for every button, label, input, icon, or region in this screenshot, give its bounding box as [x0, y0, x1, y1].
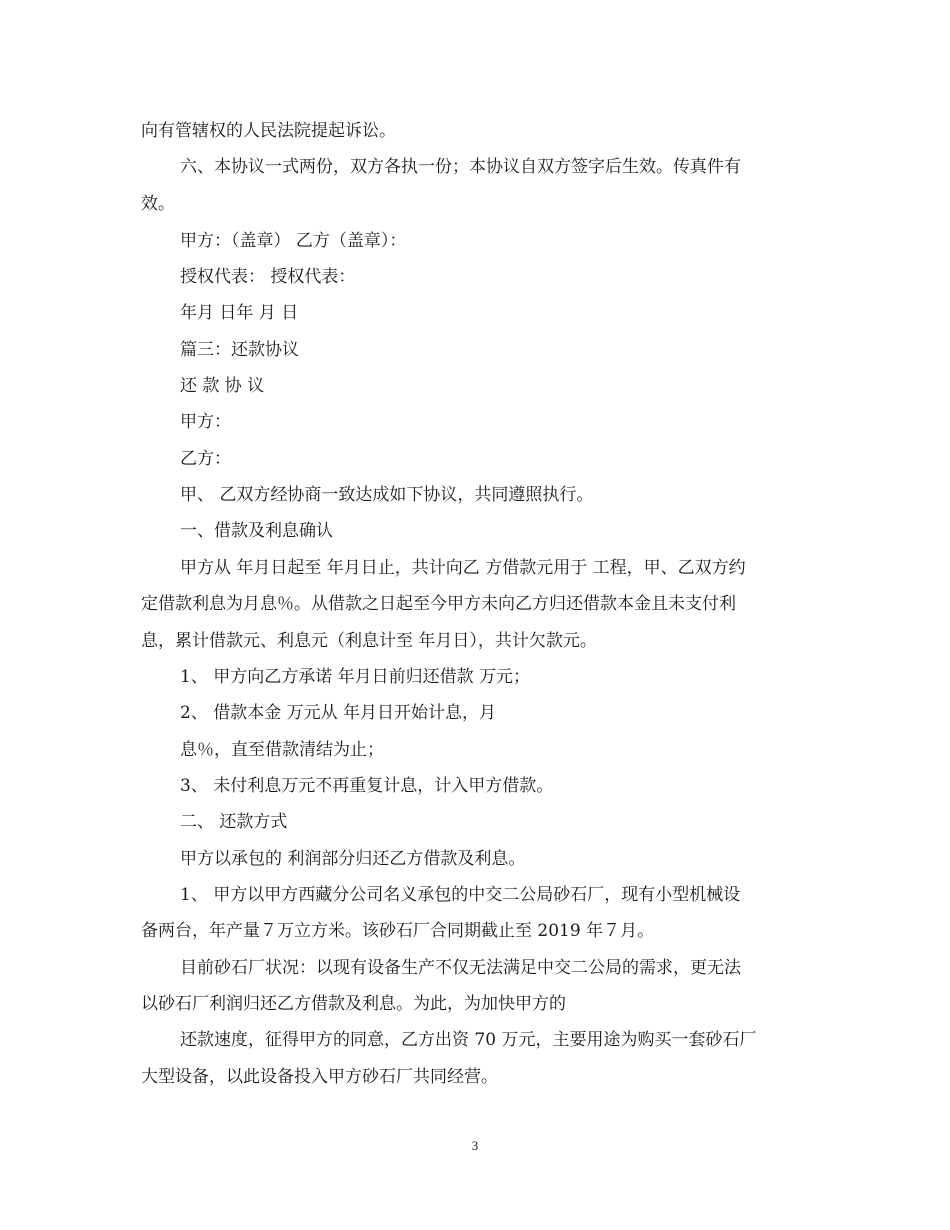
list-item: 2、 借款本金 万元从 年月日开始计息，月 — [180, 703, 497, 723]
paragraph-line: 以砂石厂利润归还乙方借款及利息。为此，为加快甲方的 — [141, 994, 566, 1014]
section-heading: 一、借款及利息确认 — [180, 521, 333, 541]
page-number: 3 — [471, 1138, 479, 1153]
signature-line: 甲方：（盖章） 乙方（盖章）： — [180, 231, 407, 251]
paragraph-line: 效。 — [141, 194, 175, 214]
paragraph-line: 息，累计借款元、利息元（利息计至 年月日），共计欠款元。 — [141, 631, 597, 651]
paragraph-line: 大型设备，以此设备投入甲方砂石厂共同经营。 — [141, 1067, 498, 1087]
list-item: 1、 甲方向乙方承诺 年月日前归还借款 万元； — [180, 667, 531, 687]
paragraph-line: 甲、 乙双方经协商一致达成如下协议，共同遵照执行。 — [180, 485, 594, 505]
paragraph-line: 六、本协议一式两份，双方各执一份；本协议自双方签字后生效。传真件有 — [180, 157, 741, 177]
paragraph-line: 定借款利息为月息％。从借款之日起至今甲方未向乙方归还借款本金且未支付利 — [141, 594, 736, 614]
section-heading: 二、 还款方式 — [180, 812, 288, 832]
paragraph-line: 甲方从 年月日起至 年月日止，共计向乙 方借款元用于 工程，甲、乙双方约 — [180, 558, 746, 578]
document-title: 还 款 协 议 — [180, 376, 265, 396]
section-heading: 篇三：还款协议 — [180, 340, 299, 360]
list-item: 3、 未付利息万元不再重复计息，计入甲方借款。 — [180, 776, 554, 796]
paragraph-line: 备两台，年产量７万立方米。该砂石厂合同期截止至 2019 年７月。 — [141, 921, 655, 941]
paragraph-line: 向有管辖权的人民法院提起诉讼。 — [141, 121, 396, 141]
list-item: 1、 甲方以甲方西藏分公司名义承包的中交二公局砂石厂，现有小型机械设 — [180, 885, 741, 905]
party-a-line: 甲方： — [180, 412, 231, 432]
date-line: 年月 日年 月 日 — [180, 303, 299, 323]
paragraph-line: 目前砂石厂状况：以现有设备生产不仅无法满足中交二公局的需求，更无法 — [180, 958, 741, 978]
party-b-line: 乙方： — [180, 449, 231, 469]
paragraph-line: 还款速度，征得甲方的同意，乙方出资 70 万元，主要用途为购买一套砂石厂 — [180, 1030, 757, 1050]
paragraph-line: 甲方以承包的 利润部分归还乙方借款及利息。 — [180, 849, 526, 869]
signature-line: 授权代表： 授权代表： — [180, 267, 356, 287]
list-item-continuation: 息％，直至借款清结为止； — [180, 740, 384, 760]
